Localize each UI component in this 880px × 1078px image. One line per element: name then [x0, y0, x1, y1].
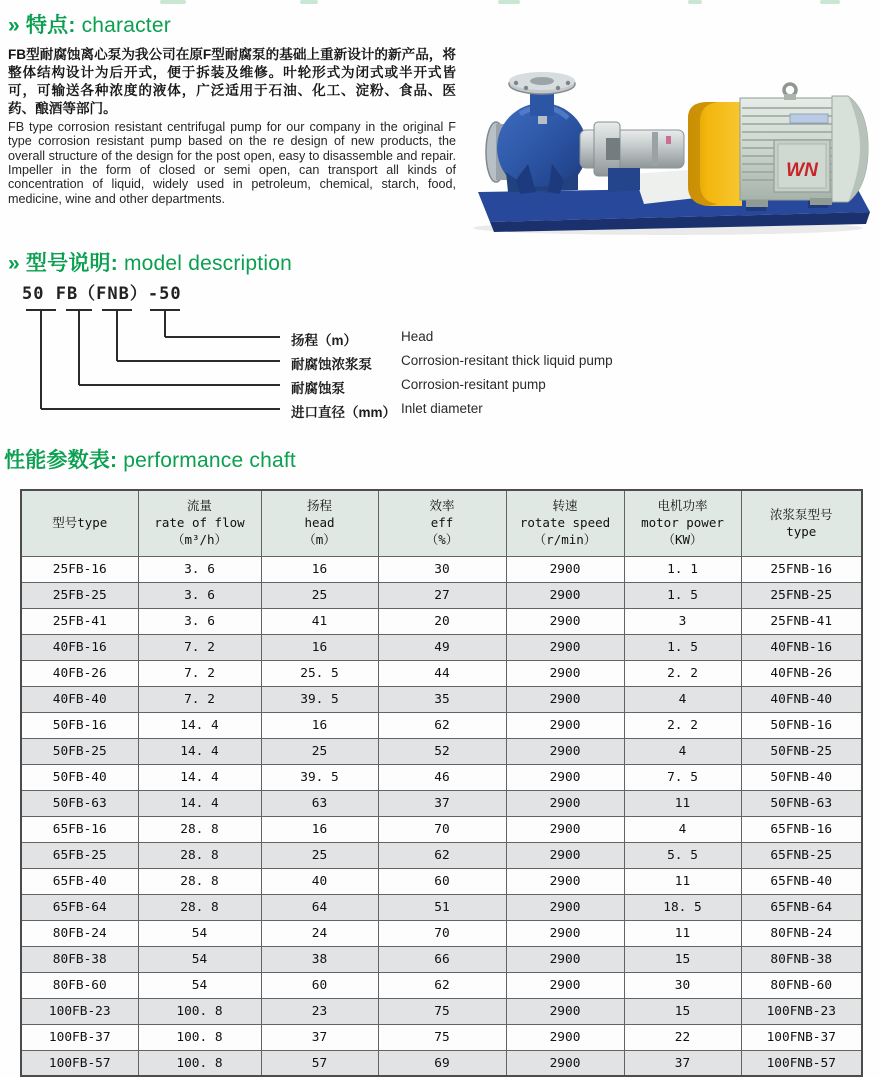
table-row	[21, 712, 862, 738]
performance-table	[20, 489, 863, 1077]
table-cell: 40	[261, 868, 378, 894]
performance-title-cn: 性能参数表:	[4, 449, 118, 473]
table-row	[21, 634, 862, 660]
table-cell: 15	[624, 946, 741, 972]
table-cell: 40FB-40	[21, 686, 138, 712]
table-cell: 50FNB-25	[741, 738, 862, 764]
table-row	[21, 582, 862, 608]
table-cell: 2900	[506, 1050, 624, 1076]
table-cell: 11	[624, 868, 741, 894]
performance-table-head-row	[21, 490, 862, 556]
table-cell: 3. 6	[138, 556, 261, 582]
table-cell: 50FNB-63	[741, 790, 862, 816]
table-cell: 54	[138, 972, 261, 998]
table-cell: 75	[378, 1024, 506, 1050]
table-cell: 3. 6	[138, 582, 261, 608]
table-cell: 2900	[506, 998, 624, 1024]
performance-table-body	[21, 556, 862, 1076]
table-cell: 80FNB-60	[741, 972, 862, 998]
table-cell: 40FNB-16	[741, 634, 862, 660]
table-row	[21, 660, 862, 686]
motor-lifting-eye	[784, 84, 796, 100]
table-row	[21, 1050, 862, 1076]
model-label-head-cn: 扬程（m）	[291, 333, 358, 349]
pump-product-photo	[456, 52, 876, 242]
table-row	[21, 738, 862, 764]
table-cell: 100. 8	[138, 1024, 261, 1050]
table-cell: 28. 8	[138, 842, 261, 868]
table-cell: 25FNB-16	[741, 556, 862, 582]
table-cell: 28. 8	[138, 894, 261, 920]
table-cell: 2900	[506, 946, 624, 972]
table-cell: 65FNB-64	[741, 894, 862, 920]
table-cell: 2900	[506, 764, 624, 790]
motor-nameplate	[790, 114, 828, 123]
table-cell: 18. 5	[624, 894, 741, 920]
table-cell: 25FNB-25	[741, 582, 862, 608]
table-cell: 49	[378, 634, 506, 660]
table-cell: 25	[261, 842, 378, 868]
model-label-inlet-diameter-en: Inlet diameter	[401, 401, 483, 417]
table-cell: 51	[378, 894, 506, 920]
table-cell: 11	[624, 920, 741, 946]
character-section	[0, 0, 880, 242]
table-cell: 70	[378, 920, 506, 946]
model-description-section	[0, 242, 880, 431]
page-top-crop-artifact	[0, 0, 880, 6]
table-cell: 80FB-24	[21, 920, 138, 946]
table-cell: 100. 8	[138, 998, 261, 1024]
table-cell: 20	[378, 608, 506, 634]
table-cell: 1. 1	[624, 556, 741, 582]
motor-brand-label: WN	[786, 160, 818, 182]
table-row	[21, 868, 862, 894]
table-cell: 52	[378, 738, 506, 764]
table-cell: 2900	[506, 1024, 624, 1050]
table-cell: 63	[261, 790, 378, 816]
motor	[740, 84, 868, 207]
table-cell: 39. 5	[261, 764, 378, 790]
model-label-thick-liquid-pump-en: Corrosion-resitant thick liquid pump	[401, 353, 613, 369]
table-cell: 30	[624, 972, 741, 998]
table-cell: 65FB-64	[21, 894, 138, 920]
table-cell: 23	[261, 998, 378, 1024]
table-cell: 22	[624, 1024, 741, 1050]
table-cell: 28. 8	[138, 816, 261, 842]
table-cell: 2900	[506, 582, 624, 608]
table-cell: 2900	[506, 920, 624, 946]
table-cell: 100FB-23	[21, 998, 138, 1024]
table-cell: 40FB-16	[21, 634, 138, 660]
table-row	[21, 894, 862, 920]
table-cell: 54	[138, 946, 261, 972]
table-cell: 65FNB-25	[741, 842, 862, 868]
table-cell: 25FB-25	[21, 582, 138, 608]
table-cell: 62	[378, 712, 506, 738]
table-cell: 41	[261, 608, 378, 634]
model-label-pump-en: Corrosion-resitant pump	[401, 377, 546, 393]
table-cell: 2900	[506, 868, 624, 894]
table-cell: 2900	[506, 556, 624, 582]
table-cell: 14. 4	[138, 790, 261, 816]
table-cell: 65FB-16	[21, 816, 138, 842]
performance-section	[0, 431, 880, 1077]
character-paragraph-cn: FB型耐腐蚀离心泵为我公司在原F型耐腐泵的基础上重新设计的新产品，将整体结构设计为后开式，便于拆装及维修。叶轮形式为闭式或半开式皆可，可输送各种浓度的液体，广泛适用于石油、化工、淀粉、食品、医药、酿酒等部门。	[8, 47, 456, 116]
character-section-title	[8, 14, 872, 37]
table-cell: 2900	[506, 842, 624, 868]
table-cell: 5. 5	[624, 842, 741, 868]
table-cell: 60	[261, 972, 378, 998]
table-cell: 2900	[506, 894, 624, 920]
table-cell: 2900	[506, 790, 624, 816]
table-cell: 4	[624, 816, 741, 842]
table-cell: 2900	[506, 660, 624, 686]
table-cell: 65FB-40	[21, 868, 138, 894]
table-cell: 2900	[506, 608, 624, 634]
table-cell: 16	[261, 816, 378, 842]
table-row	[21, 816, 862, 842]
table-cell: 37	[378, 790, 506, 816]
table-cell: 7. 5	[624, 764, 741, 790]
table-cell: 25	[261, 738, 378, 764]
table-cell: 40FNB-40	[741, 686, 862, 712]
column-header: 转速 rotate speed （r/min）	[506, 490, 624, 556]
model-label-head-en: Head	[401, 329, 434, 345]
table-cell: 50FNB-16	[741, 712, 862, 738]
table-cell: 62	[378, 842, 506, 868]
column-header: 电机功率 motor power （KW）	[624, 490, 741, 556]
table-row	[21, 920, 862, 946]
table-cell: 16	[261, 556, 378, 582]
table-cell: 38	[261, 946, 378, 972]
table-cell: 7. 2	[138, 660, 261, 686]
model-title-en: model description	[123, 252, 292, 276]
table-cell: 50FB-16	[21, 712, 138, 738]
table-cell: 4	[624, 738, 741, 764]
table-cell: 46	[378, 764, 506, 790]
table-row	[21, 764, 862, 790]
table-cell: 40FNB-26	[741, 660, 862, 686]
table-cell: 28. 8	[138, 868, 261, 894]
table-cell: 25. 5	[261, 660, 378, 686]
table-cell: 100FNB-57	[741, 1050, 862, 1076]
table-cell: 39. 5	[261, 686, 378, 712]
table-cell: 80FB-60	[21, 972, 138, 998]
table-cell: 2900	[506, 816, 624, 842]
model-code-diagram	[8, 279, 872, 431]
table-cell: 15	[624, 998, 741, 1024]
table-cell: 25FB-16	[21, 556, 138, 582]
table-cell: 2900	[506, 634, 624, 660]
table-cell: 2. 2	[624, 712, 741, 738]
coupling-guard	[688, 102, 742, 206]
table-cell: 65FNB-16	[741, 816, 862, 842]
model-label-inlet-diameter-cn: 进口直径（mm）	[291, 405, 397, 421]
table-cell: 80FB-38	[21, 946, 138, 972]
performance-section-title	[0, 449, 872, 472]
table-cell: 66	[378, 946, 506, 972]
model-title-cn: » 型号说明:	[8, 252, 118, 276]
column-header: 效率 eff （%）	[378, 490, 506, 556]
table-cell: 100. 8	[138, 1050, 261, 1076]
motor-junction-box	[774, 140, 830, 192]
pump-volute	[486, 72, 587, 194]
table-row	[21, 1024, 862, 1050]
table-row	[21, 608, 862, 634]
table-cell: 14. 4	[138, 738, 261, 764]
table-cell: 37	[624, 1050, 741, 1076]
table-cell: 2900	[506, 738, 624, 764]
character-text-column	[8, 46, 456, 242]
column-header: 流量 rate of flow （m³/h）	[138, 490, 261, 556]
character-title-en: character	[81, 14, 171, 37]
table-cell: 69	[378, 1050, 506, 1076]
table-cell: 16	[261, 712, 378, 738]
table-cell: 2900	[506, 712, 624, 738]
table-cell: 14. 4	[138, 712, 261, 738]
table-cell: 100FB-37	[21, 1024, 138, 1050]
table-cell: 11	[624, 790, 741, 816]
table-cell: 27	[378, 582, 506, 608]
column-header: 型号type	[21, 490, 138, 556]
table-cell: 62	[378, 972, 506, 998]
table-cell: 25FNB-41	[741, 608, 862, 634]
model-section-title	[8, 252, 872, 275]
table-cell: 50FB-40	[21, 764, 138, 790]
table-cell: 14. 4	[138, 764, 261, 790]
table-row	[21, 842, 862, 868]
table-row	[21, 946, 862, 972]
table-cell: 54	[138, 920, 261, 946]
table-cell: 24	[261, 920, 378, 946]
table-cell: 80FNB-24	[741, 920, 862, 946]
table-cell: 40FB-26	[21, 660, 138, 686]
table-cell: 1. 5	[624, 634, 741, 660]
table-row	[21, 556, 862, 582]
table-cell: 3. 6	[138, 608, 261, 634]
table-row	[21, 972, 862, 998]
character-paragraph-en: FB type corrosion resistant centrifugal pump for our company in the original F type corrosion resistant pump based on the re design of new products, the overall structure of the design for the post open, easy to disassemble and repair. Impeller in the form of closed or semi open, can transport all kinds of concentration of liquid, widely used in petroleum, chemical, starch, food, medicine, wine and other departments.	[8, 119, 456, 206]
table-cell: 100FNB-23	[741, 998, 862, 1024]
table-cell: 16	[261, 634, 378, 660]
table-cell: 2900	[506, 686, 624, 712]
table-cell: 60	[378, 868, 506, 894]
model-code: 50 FB（FNB）-50	[22, 284, 182, 305]
table-cell: 100FNB-37	[741, 1024, 862, 1050]
table-cell: 4	[624, 686, 741, 712]
table-cell: 75	[378, 998, 506, 1024]
character-title-cn: » 特点:	[8, 14, 76, 37]
table-row	[21, 998, 862, 1024]
column-header: 浓浆泵型号 type	[741, 490, 862, 556]
table-cell: 65FB-25	[21, 842, 138, 868]
table-row	[21, 790, 862, 816]
table-cell: 3	[624, 608, 741, 634]
table-cell: 50FB-63	[21, 790, 138, 816]
table-cell: 2. 2	[624, 660, 741, 686]
column-header: 扬程 head （m）	[261, 490, 378, 556]
table-cell: 30	[378, 556, 506, 582]
table-cell: 2900	[506, 972, 624, 998]
table-cell: 80FNB-38	[741, 946, 862, 972]
table-cell: 7. 2	[138, 686, 261, 712]
table-cell: 65FNB-40	[741, 868, 862, 894]
model-label-thick-liquid-pump-cn: 耐腐蚀浓浆泵	[291, 357, 372, 373]
table-cell: 57	[261, 1050, 378, 1076]
performance-title-en: performance chaft	[123, 449, 296, 473]
table-cell: 37	[261, 1024, 378, 1050]
model-label-pump-cn: 耐腐蚀泵	[291, 381, 345, 397]
table-cell: 7. 2	[138, 634, 261, 660]
table-cell: 44	[378, 660, 506, 686]
table-cell: 25	[261, 582, 378, 608]
table-cell: 70	[378, 816, 506, 842]
table-cell: 50FNB-40	[741, 764, 862, 790]
table-row	[21, 686, 862, 712]
table-cell: 64	[261, 894, 378, 920]
table-cell: 25FB-41	[21, 608, 138, 634]
table-cell: 35	[378, 686, 506, 712]
table-cell: 50FB-25	[21, 738, 138, 764]
table-cell: 100FB-57	[21, 1050, 138, 1076]
table-cell: 1. 5	[624, 582, 741, 608]
